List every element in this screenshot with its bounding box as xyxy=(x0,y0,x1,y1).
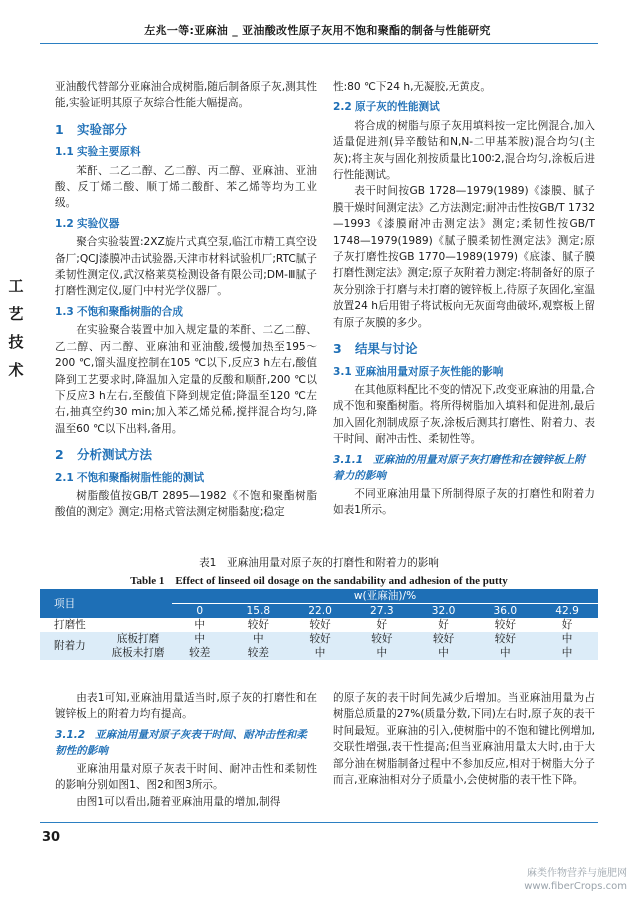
table-row xyxy=(40,646,598,660)
table-header-row xyxy=(40,589,598,604)
paragraph: 由图1可以看出,随着亚麻油用量的增加,制得 xyxy=(76,795,281,808)
paragraph: 树脂酸值按GB/T 2895—1982《不饱和聚酯树脂酸值的测定》测定;用格式管法测定树脂黏度;稳定 xyxy=(55,489,317,519)
subsection-heading: 1.1 实验主要原料 xyxy=(55,146,141,159)
table-row xyxy=(40,618,598,632)
watermark xyxy=(524,867,627,893)
table-column-header: 15.8 xyxy=(246,605,271,617)
intro-paragraph: 亚油酸代替部分亚麻油合成树脂,随后制备原子灰,测其性能,实验证明其原子灰综合性能大幅提高。 xyxy=(55,81,317,110)
left-column xyxy=(55,79,317,521)
footer-rule xyxy=(40,822,598,823)
page-number: 30 xyxy=(42,830,61,845)
paragraph: 性:80 ℃下24 h,无凝胶,无黄皮。 xyxy=(333,81,491,93)
table-cell: 中 xyxy=(253,633,264,645)
section-heading: 3 结果与讨论 xyxy=(333,341,418,357)
side-tag-char: 艺 xyxy=(8,305,24,323)
table-column-header: 0 xyxy=(196,605,204,617)
table-cell: 较好 xyxy=(309,633,331,645)
table-row xyxy=(40,632,598,646)
table-row-label: 附着力 xyxy=(54,640,86,652)
table-row-label: 打磨性 xyxy=(54,619,86,631)
table-cell: 中 xyxy=(376,647,388,659)
section-heading: 2 分析测试方法 xyxy=(55,447,153,463)
table-cell: 较好 xyxy=(494,633,516,645)
right-column xyxy=(333,79,595,518)
data-table xyxy=(40,589,598,660)
subsection-heading: 2.2 原子灰的性能测试 xyxy=(333,101,440,114)
paragraph: 的原子灰的表干时间先减少后增加。当亚麻油用量为占树脂总质量的27%(质量分数,下同)左右时,原子灰的表干时间最短。亚麻油的引入,使树脂中的不饱和键比例增加,交联性增强,表干性提高;但当亚麻油用量太大时,由于大部分油在树脂制备过程中不参加反应,相对于树脂大分子而言,亚麻油相对分子质量小,会使树脂的表干性下降。 xyxy=(333,692,595,787)
paragraph: 不同亚麻油用量下所制得原子灰的打磨性和附着力如表1所示。 xyxy=(333,487,595,516)
table-caption-cn: 表1 亚麻油用量对原子灰的打磨性和附着力的影响 xyxy=(199,557,439,569)
table-column-header: 27.3 xyxy=(370,605,394,617)
side-tag-char: 术 xyxy=(8,361,24,379)
table-cell: 中 xyxy=(194,619,206,631)
paragraph: 苯酐、二乙二醇、乙二醇、丙二醇、亚麻油、亚油酸、反丁烯二酸、顺丁烯二酸酐、苯乙烯等均为工业级。 xyxy=(55,164,317,210)
table-cell: 较好 xyxy=(247,619,269,631)
right-column-bottom xyxy=(333,690,595,788)
subsection-heading: 2.1 不饱和聚酯树脂性能的测试 xyxy=(55,471,205,484)
subsubsection-heading: 3.1.1 亚麻油的用量对原子灰打磨性和在镀锌板上附着力的影响 xyxy=(333,453,585,482)
side-tag-char: 技 xyxy=(8,333,24,351)
table-cell: 中 xyxy=(194,633,206,645)
paragraph: 表干时间按GB 1728—1979(1989)《漆膜、腻子膜干燥时间测定法》乙方法测定;耐冲击性按GB/T 1732—1993《漆膜耐冲击测定法》测定;柔韧性按GB/T 1748—1979(1989)《腻子膜柔韧性测定法》测定;原子灰打磨性按GB 1770—1989(1979)《底漆、腻子膜打磨性测定法》测定;原子灰附着力测定:将制备好的原子灰分别涂于打磨与未打磨的镀锌板上,待原子灰固化,室温放置24 h后用钳子将试板向无灰面弯曲破坏,观察板上留有原子灰膜的多少。 xyxy=(333,185,595,329)
paragraph: 亚麻油用量对原子灰表干时间、耐冲击性和柔韧性的影响分别如图1、图2和图3所示。 xyxy=(55,762,317,792)
table-cell: 中 xyxy=(561,647,573,659)
paragraph: 聚合实验装置:2XZ旋片式真空泵,临江市精工真空设备厂;QCJ漆膜冲击试验器,天津市材料试验机厂;RTC腻子柔韧性测定仪,武汉格莱莫检测设备有限公司;DM-Ⅲ腻子打磨性测定仪,厦门中村光学仪器厂。 xyxy=(55,236,317,298)
header-rule xyxy=(40,43,598,44)
table-cell: 较好 xyxy=(494,619,516,631)
table-caption-en: Table 1 Effect of linseed oil dosage on the sandability and adhesion of the putty xyxy=(130,575,508,587)
watermark-line: www.fiberCrops.com xyxy=(524,881,627,892)
subsection-heading: 1.2 实验仪器 xyxy=(55,217,120,230)
table-row-sublabel: 底板未打磨 xyxy=(111,647,165,659)
table-header-group: w(亚麻油)/% xyxy=(172,589,598,604)
paragraph: 由表1可知,亚麻油用量适当时,原子灰的打磨性和在镀锌板上的附着力均有提高。 xyxy=(55,692,317,721)
table-cell: 中 xyxy=(314,647,326,659)
table-cell: 中 xyxy=(438,647,449,659)
subsection-heading: 1.3 不饱和聚酯树脂的合成 xyxy=(55,305,183,318)
paragraph: 在实验聚合装置中加入规定量的苯酐、二乙二醇、乙二醇、丙二醇、亚麻油和亚油酸,缓慢加热至195～200 ℃,馏头温度控制在105 ℃以下,反应3 h左右,酸值降到工艺要求时,降温加入定量的反酸和顺酐,200 ℃以下反应3 h左右,至酸值下降到规定值;降温至120 ℃左右,抽真空约30 min;加入苯乙烯兑稀,搅拌混合均匀,降温至60 ℃以下出料,备用。 xyxy=(55,324,317,435)
side-tag-char: 工 xyxy=(8,277,24,295)
side-tag xyxy=(6,272,26,384)
table-cell: 较好 xyxy=(309,619,331,631)
left-column-bottom xyxy=(55,690,317,810)
table-cell: 好 xyxy=(376,619,388,631)
table-column-header: 42.9 xyxy=(555,605,579,617)
table-cell: 好 xyxy=(561,619,573,631)
paragraph: 将合成的树脂与原子灰用填料按一定比例混合,加入适量促进剂(异辛酸钴和N,N-二甲基苯胺)混合均匀(主灰);将主灰与固化剂按质量比100∶2,混合均匀,涂板后进行性能测试。 xyxy=(333,119,595,182)
section-heading: 1 实验部分 xyxy=(55,121,128,137)
table-cell: 较差 xyxy=(189,647,211,659)
table-column-header: 32.0 xyxy=(431,605,456,617)
paragraph: 在其他原料配比不变的情况下,改变亚麻油的用量,合成不饱和聚酯树脂。将所得树脂加入填料和促进剂,最后加入固化剂制成原子灰,涂板后测其打磨性、附着力、表干时间、耐冲击性、柔韧性等。 xyxy=(333,383,595,446)
watermark-line: 麻类作物营养与施肥网 xyxy=(527,868,627,879)
table-header-item: 项目 xyxy=(54,597,76,610)
subsubsection-heading: 3.1.2 亚麻油用量对原子灰表干时间、耐冲击性和柔韧性的影响 xyxy=(55,728,307,757)
table-row-sublabel: 底板打磨 xyxy=(116,633,160,645)
running-head: 左兆一等:亚麻油 _ 亚油酸改性原子灰用不饱和聚酯的制备与性能研究 xyxy=(144,24,491,37)
table-cell: 好 xyxy=(438,619,449,631)
table-cell: 较好 xyxy=(371,633,393,645)
table-cell: 较差 xyxy=(247,647,269,659)
table-column-header: 22.0 xyxy=(308,605,332,617)
table-cell: 中 xyxy=(500,647,511,659)
table-cell: 中 xyxy=(561,633,573,645)
table-cell: 较好 xyxy=(432,633,455,645)
table-column-header: 36.0 xyxy=(493,605,518,617)
subsection-heading: 3.1 亚麻油用量对原子灰性能的影响 xyxy=(333,365,504,378)
